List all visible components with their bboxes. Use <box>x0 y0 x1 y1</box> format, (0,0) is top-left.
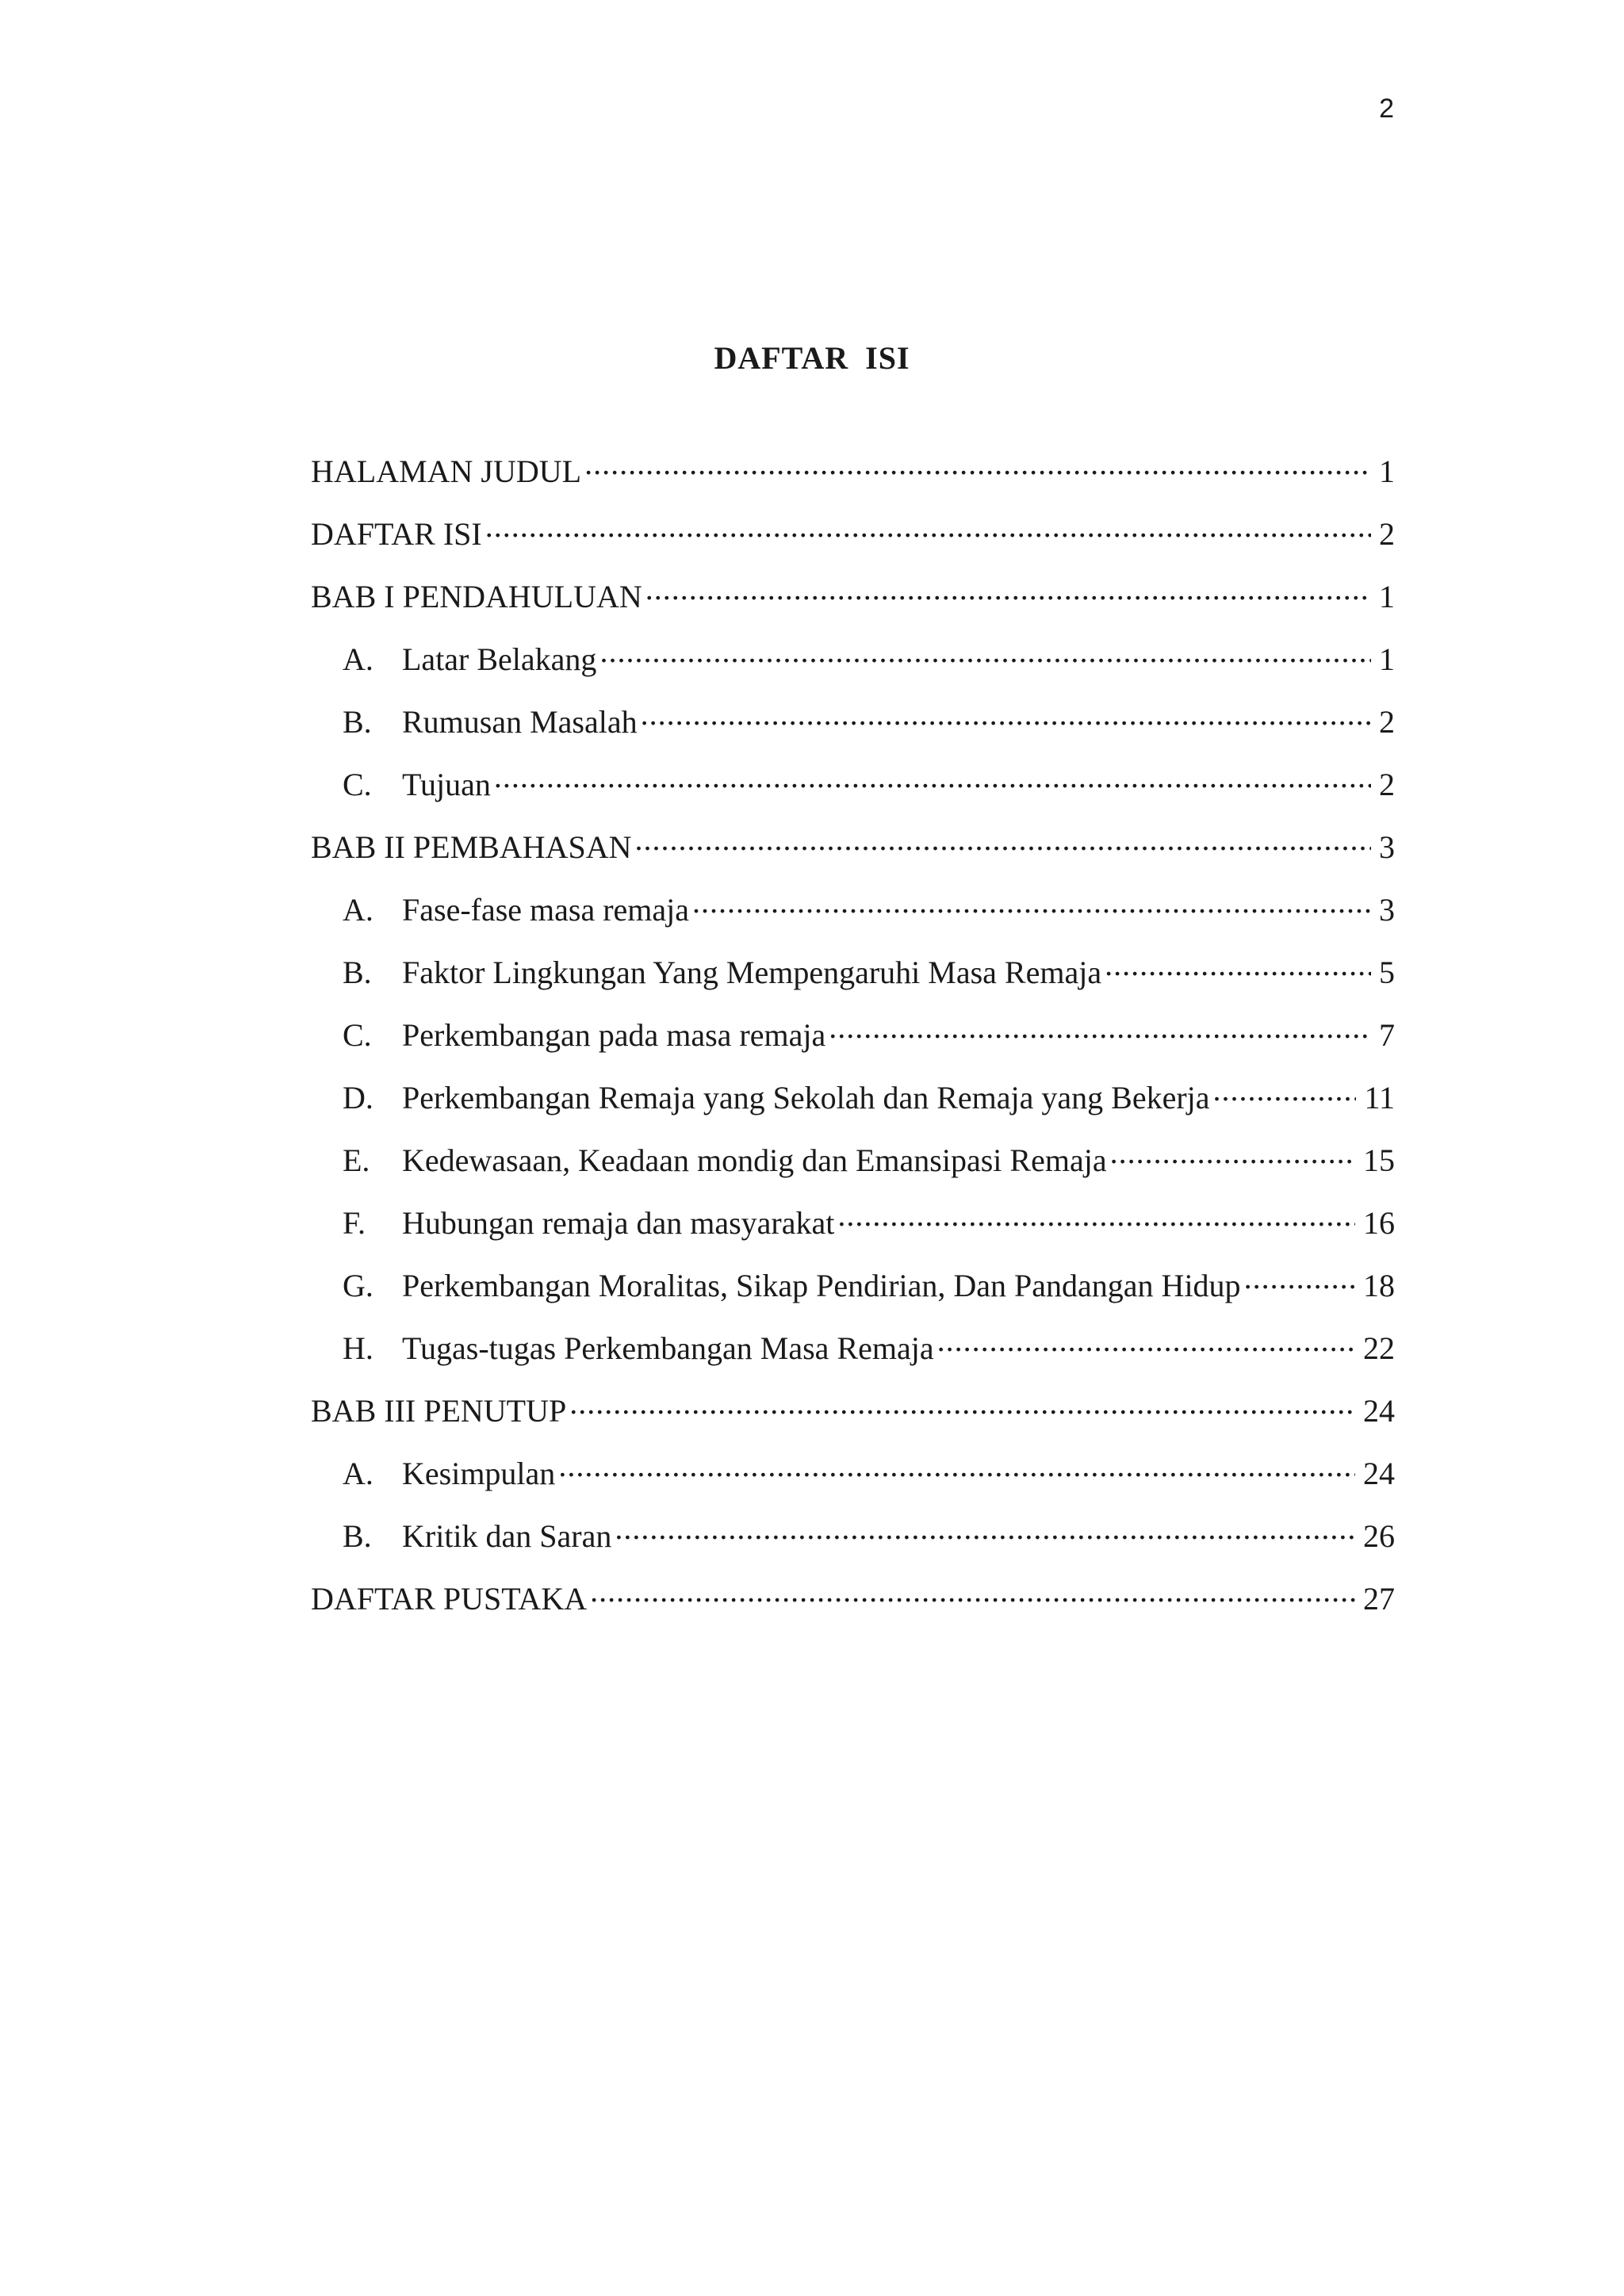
toc-entry-label: Perkembangan Remaja yang Sekolah dan Remaja yang Bekerja <box>402 1080 1210 1115</box>
toc-entry-page: 24 <box>1363 1456 1395 1491</box>
toc-entry-page: 11 <box>1364 1080 1395 1115</box>
toc-entry-label: Kesimpulan <box>402 1456 556 1491</box>
toc-entry-page: 27 <box>1363 1581 1395 1617</box>
toc-entry <box>311 763 1395 826</box>
toc-entry-label: DAFTAR ISI <box>311 516 482 552</box>
toc-entry-letter: B. <box>343 1518 372 1554</box>
dot-leader <box>638 701 1371 733</box>
toc-entry <box>311 1515 1395 1578</box>
dot-leader <box>834 1202 1355 1234</box>
toc-entry <box>311 513 1395 576</box>
toc-entry-page: 15 <box>1363 1142 1395 1178</box>
toc-entry-label: Rumusan Masalah <box>402 704 638 740</box>
toc-entry-letter: G. <box>343 1268 373 1303</box>
toc-entry <box>311 889 1395 951</box>
toc-entry-page: 1 <box>1379 641 1395 677</box>
toc-entry-page: 22 <box>1363 1330 1395 1366</box>
toc-entry-label: Hubungan remaja dan masyarakat <box>402 1205 835 1241</box>
dot-leader <box>1210 1077 1357 1108</box>
toc-entry-page: 2 <box>1379 516 1395 552</box>
toc-entry-label: Kritik dan Saran <box>402 1518 612 1554</box>
toc-entry-page: 3 <box>1379 829 1395 865</box>
toc-entry <box>311 638 1395 701</box>
toc-entry-label: DAFTAR PUSTAKA <box>311 1581 588 1617</box>
toc-entry <box>311 1578 1395 1640</box>
toc-entry-page: 18 <box>1363 1268 1395 1303</box>
toc-entry <box>311 1077 1395 1139</box>
toc-entry-page: 5 <box>1379 955 1395 990</box>
toc-entry-page: 2 <box>1379 704 1395 740</box>
dot-leader <box>611 1515 1355 1547</box>
toc-entry-letter: A. <box>343 641 373 677</box>
dot-leader <box>482 513 1371 545</box>
toc-entry <box>311 576 1395 638</box>
toc-entry <box>311 1014 1395 1077</box>
page-number: 2 <box>1379 94 1394 124</box>
toc-entry-label: Faktor Lingkungan Yang Mempengaruhi Masa Remaja <box>402 955 1102 990</box>
dot-leader <box>1107 1139 1355 1171</box>
dot-leader <box>632 826 1372 858</box>
toc-entry-label: Perkembangan Moralitas, Sikap Pendirian, Dan Pandangan Hidup <box>402 1268 1241 1303</box>
toc-entry-letter: A. <box>343 1456 373 1491</box>
toc-entry <box>311 951 1395 1014</box>
toc-entry-label: Fase-fase masa remaja <box>402 892 690 928</box>
toc-entry-letter: H. <box>343 1330 373 1366</box>
toc-entry-page: 26 <box>1363 1518 1395 1554</box>
toc-entry <box>311 1390 1395 1452</box>
toc-entry-page: 7 <box>1379 1017 1395 1053</box>
dot-leader <box>596 638 1371 670</box>
toc-entry-letter: D. <box>343 1080 373 1115</box>
toc-entry-letter: C. <box>343 767 372 802</box>
dot-leader <box>581 450 1371 482</box>
toc-entry-page: 1 <box>1379 453 1395 489</box>
toc-entry-page: 16 <box>1363 1205 1395 1241</box>
toc-entry <box>311 826 1395 889</box>
toc-entry <box>311 701 1395 763</box>
toc-entry <box>311 1265 1395 1327</box>
toc-entry-label: BAB II PEMBAHASAN <box>311 829 632 865</box>
toc-entry <box>311 1139 1395 1202</box>
dot-leader <box>566 1390 1355 1422</box>
toc-entry-page: 2 <box>1379 767 1395 802</box>
toc-entry <box>311 450 1395 513</box>
dot-leader <box>825 1014 1371 1046</box>
table-of-contents <box>311 450 1395 1640</box>
toc-entry <box>311 1452 1395 1515</box>
toc-entry-letter: A. <box>343 892 373 928</box>
dot-leader <box>555 1452 1355 1484</box>
toc-entry-label: Tugas-tugas Perkembangan Masa Remaja <box>402 1330 934 1366</box>
dot-leader <box>689 889 1371 920</box>
toc-entry-label: BAB III PENUTUP <box>311 1393 567 1429</box>
toc-entry <box>311 1327 1395 1390</box>
dot-leader <box>587 1578 1355 1609</box>
dot-leader <box>491 763 1371 795</box>
dot-leader <box>1241 1265 1355 1296</box>
toc-entry-page: 3 <box>1379 892 1395 928</box>
toc-entry-page: 24 <box>1363 1393 1395 1429</box>
toc-entry-letter: B. <box>343 704 372 740</box>
toc-entry-label: BAB I PENDAHULUAN <box>311 579 642 614</box>
toc-entry-label: Tujuan <box>402 767 491 802</box>
toc-entry-letter: C. <box>343 1017 372 1053</box>
page-title: DAFTAR ISI <box>714 340 910 376</box>
dot-leader <box>934 1327 1355 1359</box>
toc-entry-label: HALAMAN JUDUL <box>311 453 582 489</box>
toc-entry-letter: B. <box>343 955 372 990</box>
dot-leader <box>642 576 1371 607</box>
toc-entry-letter: E. <box>343 1142 370 1178</box>
dot-leader <box>1101 951 1371 983</box>
toc-entry-label: Latar Belakang <box>402 641 597 677</box>
toc-entry-letter: F. <box>343 1205 366 1241</box>
toc-entry-label: Kedewasaan, Keadaan mondig dan Emansipasi Remaja <box>402 1142 1107 1178</box>
toc-entry-label: Perkembangan pada masa remaja <box>402 1017 826 1053</box>
toc-entry-page: 1 <box>1379 579 1395 614</box>
toc-entry <box>311 1202 1395 1265</box>
